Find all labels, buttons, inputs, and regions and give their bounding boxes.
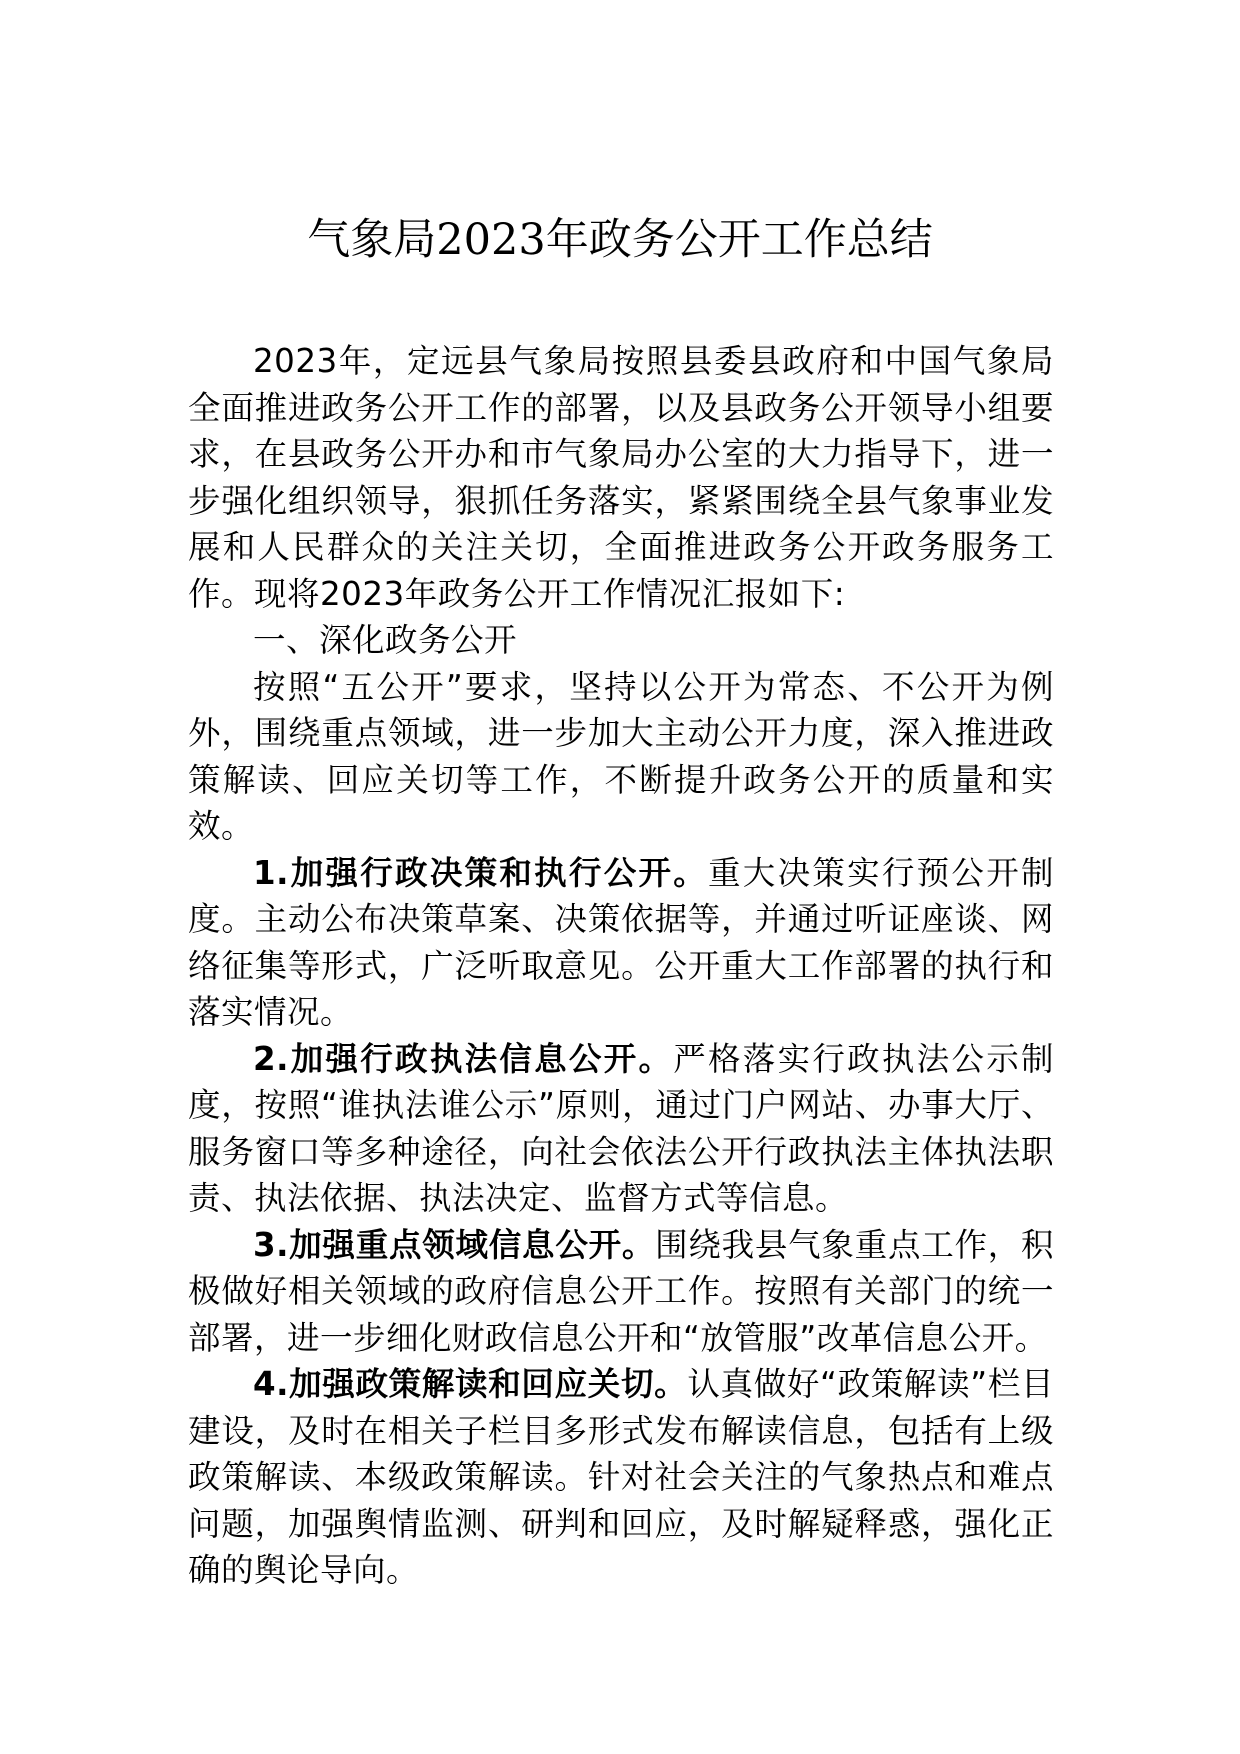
paragraph-item-2 xyxy=(188,1036,1054,1222)
paragraph-item-1 xyxy=(188,850,1054,1036)
paragraph-text: 认真做好“政策解读”栏目建设，及时在相关子栏目多形式发布解读信息，包括有上级政策解读、本级政策解读。针对社会关注的气象热点和难点问题，加强舆情监测、研判和回应，及时解疑释惑，强化正确的舆论导向。 xyxy=(188,1365,1054,1589)
paragraph-lead: 4.加强政策解读和回应关切。 xyxy=(253,1365,688,1403)
paragraph-text: 按照“五公开”要求，坚持以公开为常态、不公开为例外，围绕重点领域，进一步加大主动公开力度，深入推进政策解读、回应关切等工作，不断提升政务公开的质量和实效。 xyxy=(188,667,1054,845)
paragraph-item-3 xyxy=(188,1222,1054,1362)
paragraph-overview xyxy=(188,664,1054,850)
paragraph-text: 一、深化政务公开 xyxy=(253,621,518,659)
paragraph-lead: 2.加强行政执法信息公开。 xyxy=(253,1039,674,1078)
paragraph-text: 围绕我县气象重点工作，积极做好相关领域的政府信息公开工作。按照有关部门的统一部署，进一步细化财政信息公开和“放管服”改革信息公开。 xyxy=(188,1225,1054,1357)
paragraph-text: 2023年，定远县气象局按照县委县政府和中国气象局全面推进政务公开工作的部署，以及县政务公开领导小组要求，在县政务公开办和市气象局办公室的大力指导下，进一步强化组织领导，狠抓任务落实，紧紧围绕全县气象事业发展和人民群众的关注关切，全面推进政务公开政务服务工作。现将2023年政务公开工作情况汇报如下: xyxy=(188,342,1054,613)
paragraph-item-4 xyxy=(188,1361,1054,1594)
paragraph-text: 重大决策实行预公开制度。主动公布决策草案、决策依据等，并通过听证座谈、网络征集等形式，广泛听取意见。公开重大工作部署的执行和落实情况。 xyxy=(188,853,1054,1031)
paragraph-lead: 1.加强行政决策和执行公开。 xyxy=(253,853,709,892)
document-body xyxy=(188,338,1054,1594)
paragraph-text: 严格落实行政执法公示制度，按照“谁执法谁公示”原则，通过门户网站、办事大厅、服务窗口等多种途径，向社会依法公开行政执法主体执法职责、执法依据、执法决定、监督方式等信息。 xyxy=(188,1039,1054,1217)
paragraph-lead: 3.加强重点领域信息公开。 xyxy=(253,1225,656,1264)
paragraph-intro xyxy=(188,338,1054,617)
section-heading xyxy=(188,617,1054,664)
document-title: 气象局2023年政务公开工作总结 xyxy=(307,215,933,265)
